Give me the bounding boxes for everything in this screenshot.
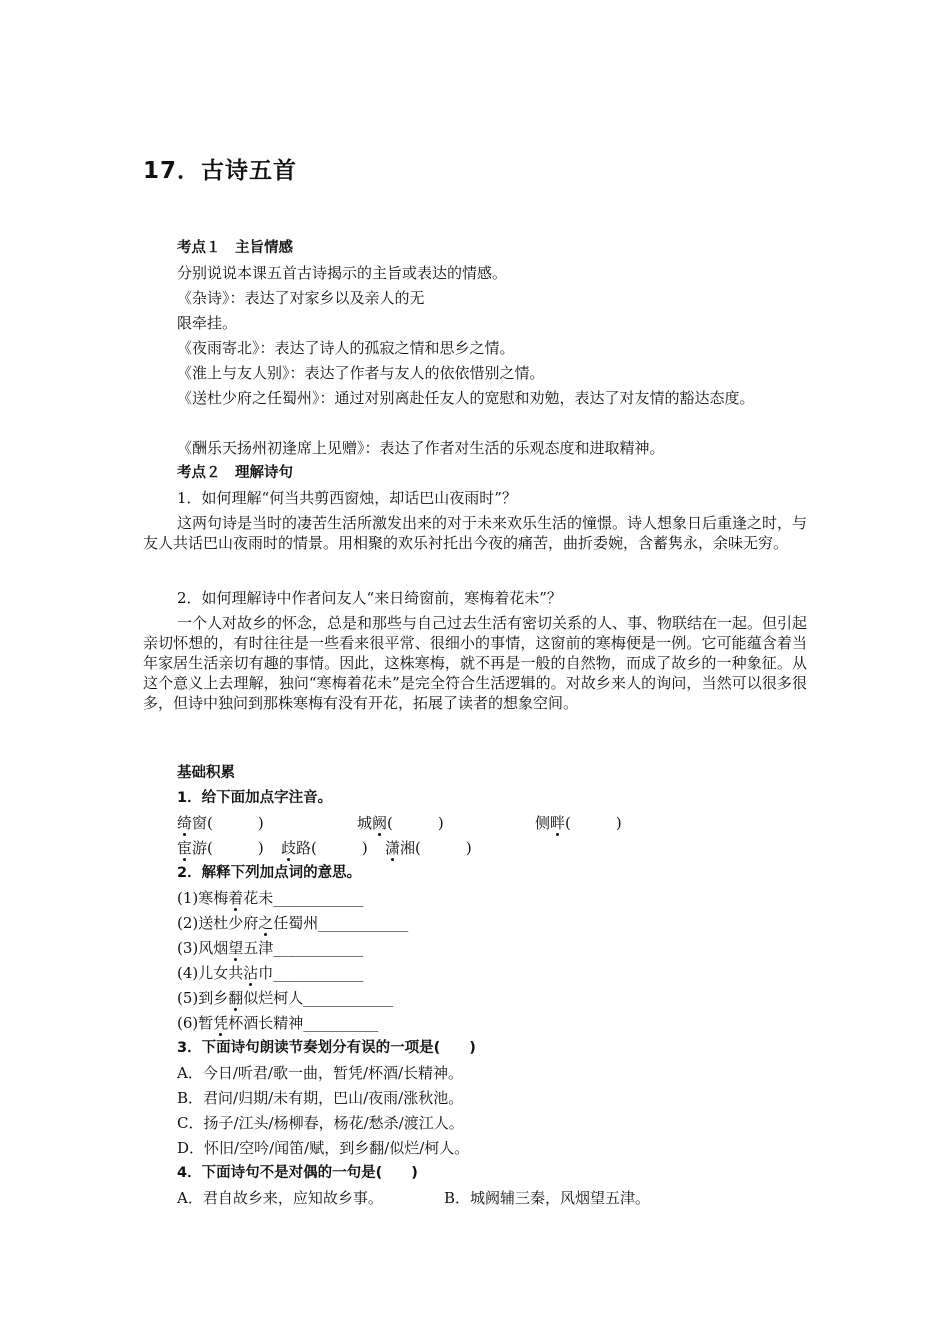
q4-option-a: A．君自故乡来，应知故乡事。 — [177, 1189, 383, 1207]
page-title: 17．古诗五首 — [143, 158, 298, 184]
q4-option-b: B．城阙辅三秦，风烟望五津。 — [444, 1189, 651, 1207]
word-item-1: (1)寒梅着花未____________ — [177, 889, 364, 907]
kaodian2-question-1: 1．如何理解“何当共剪西窗烛，却话巴山夜雨时”？ — [177, 489, 517, 507]
word-item-2: (2)送杜少府之任蜀州____________ — [177, 914, 409, 932]
theme-item-zashi-a: 《杂诗》：表达了对家乡以及亲人的无 — [177, 289, 425, 307]
theme-item-yeyujibei: 《夜雨寄北》：表达了诗人的孤寂之情和思乡之情。 — [177, 339, 515, 357]
pinyin-item-huanyou: 宦游( ) — [177, 839, 264, 857]
pinyin-item-qilu: 歧路( ) — [281, 839, 368, 857]
q3-option-b: B．君问/归期/未有期，巴山/夜雨/涨秋池。 — [177, 1089, 464, 1107]
pinyin-item-xiaoxiang: 潇湘( ) — [385, 839, 472, 857]
word-item-3: (3)风烟望五津____________ — [177, 939, 364, 957]
word-item-5: (5)到乡翻似烂柯人____________ — [177, 989, 394, 1007]
q3-option-a: A．今日/听君/歌一曲，暂凭/杯酒/长精神。 — [177, 1064, 464, 1082]
theme-item-chouletian: 《酬乐天扬州初逢席上见赠》：表达了作者对生活的乐观态度和进取精神。 — [177, 439, 665, 457]
section-heading-kaodian1: 考点１ 主旨情感 — [177, 240, 293, 256]
theme-item-huaishang: 《淮上与友人别》：表达了作者与友人的依依惜别之情。 — [177, 364, 545, 382]
section-heading-jichu: 基础积累 — [177, 765, 235, 781]
kaodian2-answer-2: 一个人对故乡的怀念，总是和那些与自己过去生活有密切关系的人、事、物联结在一起。但引起亲切怀想的，有时往往是一些看来很平常、很细小的事情，这窗前的寒梅便是一例。它可能蕴含着当年家居生活亲切有趣的事情。因此，这株寒梅，就不再是一般的自然物，而成了故乡的一种象征。从这个意义上去理解，独问“寒梅着花未”是完全符合生活逻辑的。对故乡来人的询问，当然可以很多很多，但诗中独问到那株寒梅有没有开花，拓展了读者的想象空间。 — [143, 614, 808, 712]
theme-item-songdushaofu: 《送杜少府之任蜀州》：通过对别离赴任友人的宽慰和劝勉，表达了对友情的豁达态度。 — [177, 389, 755, 407]
section-heading-kaodian2: 考点２ 理解诗句 — [177, 465, 293, 481]
jichu-question-1: 1．给下面加点字注音。 — [177, 790, 333, 806]
pinyin-item-chengque: 城阙( ) — [357, 814, 444, 832]
pinyin-item-qichuang: 绮窗( ) — [177, 814, 264, 832]
kaodian2-question-2: 2．如何理解诗中作者问友人“来日绮窗前，寒梅着花未”？ — [177, 589, 562, 607]
kaodian2-answer-1: 这两句诗是当时的凄苦生活所激发出来的对于未来欢乐生活的憧憬。诗人想象日后重逢之时，与友人共话巴山夜雨时的情景。用相聚的欢乐衬托出今夜的痛苦，曲折委婉，含蓄隽永，余味无穷。 — [143, 514, 808, 552]
theme-item-zashi-b: 限牵挂。 — [177, 314, 238, 332]
jichu-question-4: 4．下面诗句不是对偶的一句是( ) — [177, 1165, 418, 1181]
kaodian1-intro: 分别说说本课五首古诗揭示的主旨或表达的情感。 — [177, 264, 508, 282]
jichu-question-2: 2．解释下列加点词的意思。 — [177, 865, 362, 881]
word-item-4: (4)儿女共沾巾____________ — [177, 964, 364, 982]
word-item-6: (6)暂凭杯酒长精神__________ — [177, 1014, 379, 1032]
q3-option-c: C．扬子/江头/杨柳春，杨花/愁杀/渡江人。 — [177, 1114, 464, 1132]
q3-option-d: D．怀旧/空吟/闻笛/赋，到乡翻/似烂/柯人。 — [177, 1139, 470, 1157]
jichu-question-3: 3．下面诗句朗读节奏划分有误的一项是( ) — [177, 1040, 476, 1056]
pinyin-item-cepan: 侧畔( ) — [535, 814, 622, 832]
